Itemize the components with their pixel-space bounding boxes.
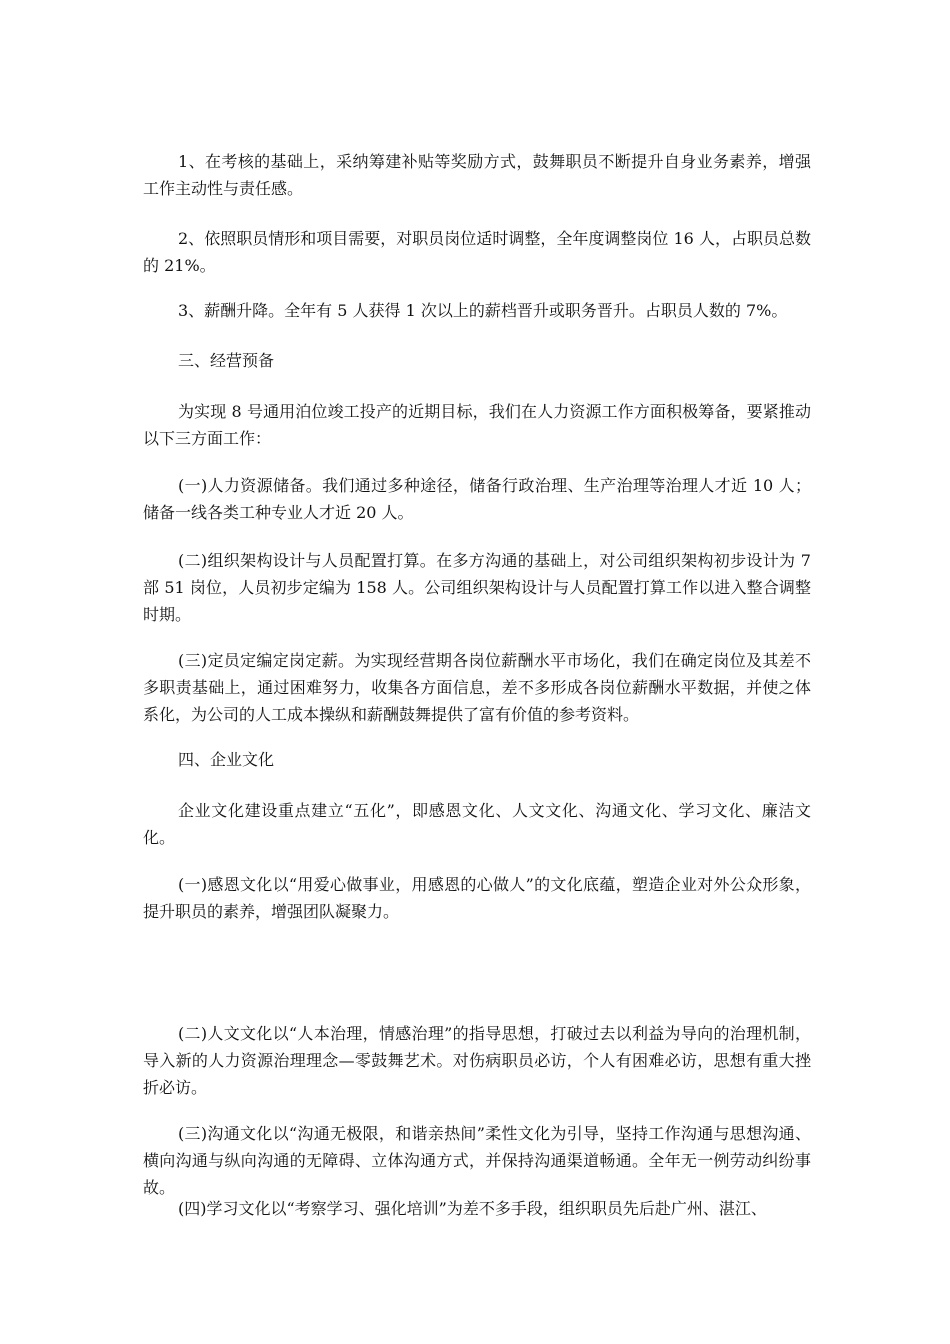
paragraph-8: 企业文化建设重点建立“五化”，即感恩文化、人文文化、沟通文化、学习文化、廉洁文化。 <box>143 801 811 847</box>
paragraph-6: (二)组织架构设计与人员配置打算。在多方沟通的基础上，对公司组织架构初步设计为 7 部 51 岗位，人员初步定编为 158 人。公司组织架构设计与人员配置打算工作以进入整合调整时期。 <box>143 551 811 624</box>
paragraph-3: 3、薪酬升降。全年有 5 人获得 1 次以上的薪档晋升或职务晋升。占职员人数的 7%。 <box>178 301 788 320</box>
paragraph-1: 1、在考核的基础上，采纳筹建补贴等奖励方式，鼓舞职员不断提升自身业务素养，增强工作主动性与责任感。 <box>143 152 811 198</box>
paragraph-9: (一)感恩文化以“用爱心做事业，用感恩的心做人”的文化底蕴，塑造企业对外公众形象，提升职员的素养，增强团队凝聚力。 <box>143 875 811 921</box>
paragraph-2: 2、依照职员情形和项目需要，对职员岗位适时调整，全年度调整岗位 16 人，占职员总数的 21%。 <box>143 229 811 275</box>
paragraph-5: (一)人力资源储备。我们通过多种途径，储备行政治理、生产治理等治理人才近 10 人；储备一线各类工种专业人才近 20 人。 <box>143 476 811 522</box>
paragraph-12: (四)学习文化以“考察学习、强化培训”为差不多手段，组织职员先后赴广州、湛江、 <box>178 1199 767 1218</box>
paragraph-10: (二)人文文化以“人本治理，情感治理”的指导思想，打破过去以利益为导向的治理机制，导入新的人力资源治理理念—零鼓舞艺术。对伤病职员必访，个人有困难必访，思想有重大挫折必访。 <box>143 1024 811 1097</box>
paragraph-4: 为实现 8 号通用泊位竣工投产的近期目标，我们在人力资源工作方面积极筹备，要紧推动以下三方面工作： <box>143 402 811 448</box>
paragraph-11: (三)沟通文化以“沟通无极限，和谐亲热间”柔性文化为引导，坚持工作沟通与思想沟通、横向沟通与纵向沟通的无障碍、立体沟通方式，并保持沟通渠道畅通。全年无一例劳动纠纷事故。 <box>143 1124 811 1197</box>
section-heading-corporate-culture: 四、企业文化 <box>178 750 275 769</box>
section-heading-business-preparation: 三、经营预备 <box>178 351 275 370</box>
paragraph-7: (三)定员定编定岗定薪。为实现经营期各岗位薪酬水平市场化，我们在确定岗位及其差不多职责基础上，通过困难努力，收集各方面信息，差不多形成各岗位薪酬水平数据，并使之体系化，为公司的人工成本操纵和薪酬鼓舞提供了富有价值的参考资料。 <box>143 651 811 724</box>
